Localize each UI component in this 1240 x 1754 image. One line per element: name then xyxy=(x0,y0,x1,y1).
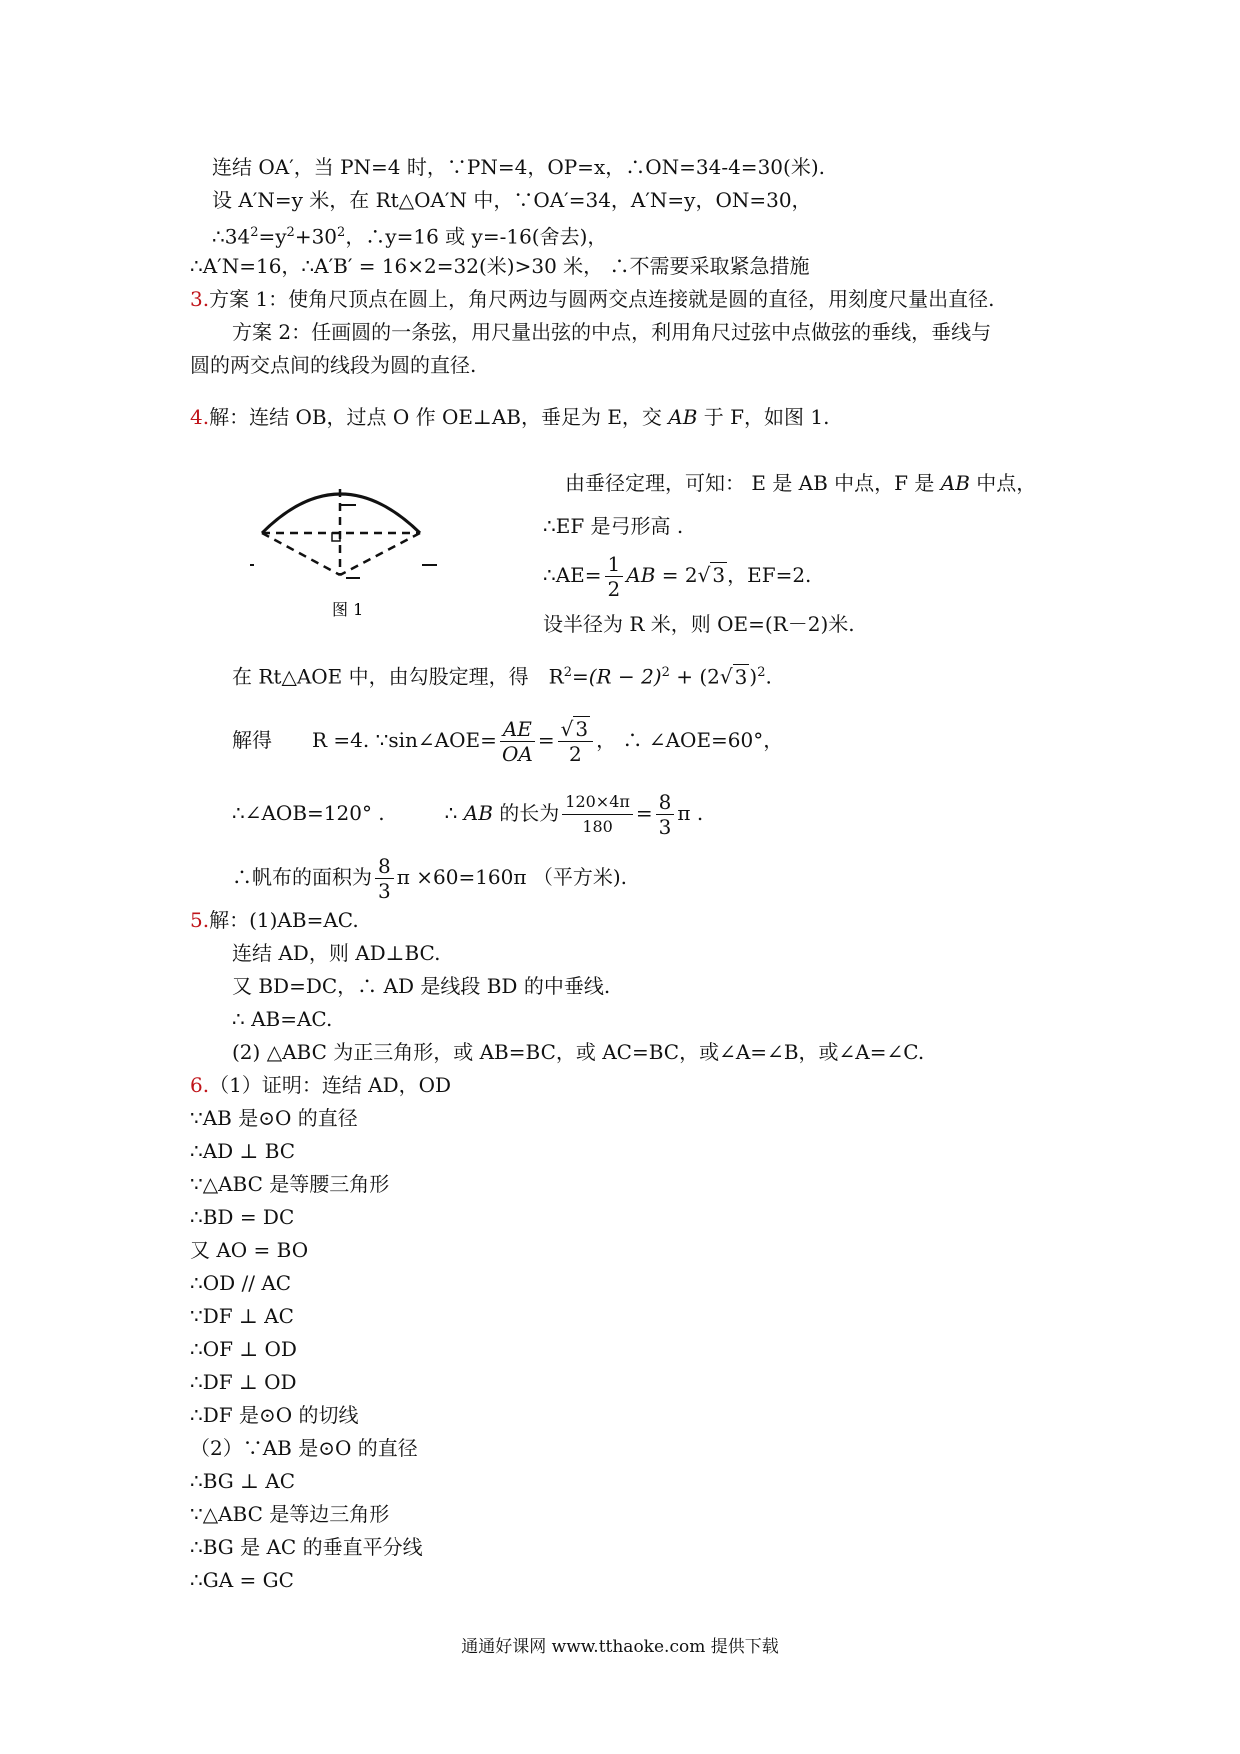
q6-line: ∴GA = GC xyxy=(190,1568,294,1592)
q6-line: （2）∵AB 是⊙O 的直径 xyxy=(190,1436,418,1460)
question-number: 3. xyxy=(190,287,210,311)
q4-right-3: ∴AE= $\frac{1}{2}$ AB = 2√ 3 ，EF=2. xyxy=(543,552,812,601)
p2-line-3: $\therefore 34^2=y^2+30^2$，∴y=16 或 y=-16(舍去)， xyxy=(212,224,608,249)
q6-line: ∵AB 是⊙O 的直径 xyxy=(190,1106,358,1130)
q6-line: ∴OF ⊥ OD xyxy=(190,1337,297,1361)
q6-line: ∵△ABC 是等腰三角形 xyxy=(190,1172,390,1196)
q6-line: ∵DF ⊥ AC xyxy=(190,1304,294,1328)
q6-line: ∴OD // AC xyxy=(190,1271,292,1295)
q4-eq-3: ∴∠AOB=120° . ∴ AB 的长为 $\frac{120\times 4\pi}{180}$ = $\frac{8}{3}$ π . xyxy=(232,790,704,839)
q6-line: ∴DF 是⊙O 的切线 xyxy=(190,1403,359,1427)
q5-line-1: 5.解：(1)AB=AC. xyxy=(190,908,359,932)
q6-line: ∵△ABC 是等边三角形 xyxy=(190,1502,390,1526)
question-number: 5. xyxy=(190,908,210,932)
q4-right-1: 由垂径定理，可知： E 是 AB 中点，F 是 AB 中点， xyxy=(565,471,1037,495)
q6-line: 又 AO = BO xyxy=(190,1238,309,1262)
q4-eq-4: ∴帆布的面积为 $\frac{8}{3}$ π ×60=160π （平方米). xyxy=(232,854,628,903)
q3-line-3: 圆的两交点间的线段为圆的直径. xyxy=(190,353,477,377)
q6-line: ∴DF ⊥ OD xyxy=(190,1370,297,1394)
q4-line-1: 4.解：连结 OB，过点 O 作 OE⊥AB，垂足为 E，交 AB 于 F，如图 1. xyxy=(190,405,830,429)
q3-line-1: 3.方案 1：使角尺顶点在圆上，角尺两边与圆两交点连接就是圆的直径，用刻度尺量出直径. xyxy=(190,287,995,311)
q4-eq-2: 解得 R =4. ∵sin∠AOE= $\frac{AE}{OA}$ = $\frac{√ 3}{2}$ ， ∴ ∠AOE=60°， xyxy=(232,717,784,766)
q4-right-4: 设半径为 R 米，则 OE=(R－2)米. xyxy=(543,612,855,636)
question-number: 6. xyxy=(190,1073,210,1097)
p2-line-2: 设 A′N=y 米，在 Rt△OA′N 中，∵OA′=34，A′N=y，ON=30， xyxy=(212,188,812,212)
page-footer: 通通好课网 www.tthaoke.com 提供下载 xyxy=(461,1637,779,1657)
q6-line-1: 6.（1）证明：连结 AD，OD xyxy=(190,1073,452,1097)
q4-right-2: ∴EF 是弓形高 . xyxy=(543,514,684,538)
p2-line-1: 连结 OA′，当 PN=4 时，∵PN=4，OP=x，∴ON=34-4=30(米). xyxy=(212,155,825,179)
q6-line: ∴AD ⊥ BC xyxy=(190,1139,296,1163)
q4-eq-1: 在 Rt△AOE 中，由勾股定理，得 $R^2=(R - 2)^2 + (2√$ 3 )$^2$. xyxy=(232,664,772,689)
figure-1-diagram xyxy=(240,475,480,635)
figure-caption: 图 1 xyxy=(332,600,364,619)
q6-line: ∴BG 是 AC 的垂直平分线 xyxy=(190,1535,423,1559)
q5-line-3: 又 BD=DC，∴ AD 是线段 BD 的中垂线. xyxy=(232,974,611,998)
q5-line-2: 连结 AD，则 AD⊥BC. xyxy=(232,941,441,965)
q5-line-5: (2) △ABC 为正三角形，或 AB=BC，或 AC=BC，或∠A=∠B，或∠A=∠C. xyxy=(232,1040,925,1064)
q6-line: ∴BD = DC xyxy=(190,1205,295,1229)
question-number: 4. xyxy=(190,405,210,429)
q3-line-2: 方案 2：任画圆的一条弦，用尺量出弦的中点，利用角尺过弦中点做弦的垂线，垂线与 xyxy=(232,320,992,344)
q5-line-4: ∴ AB=AC. xyxy=(232,1007,333,1031)
p2-line-4: ∴A′N=16，∴A′B′ = 16×2=32(米)>30 米， ∴不需要采取紧急措施 xyxy=(190,254,810,278)
q6-line: ∴BG ⊥ AC xyxy=(190,1469,296,1493)
